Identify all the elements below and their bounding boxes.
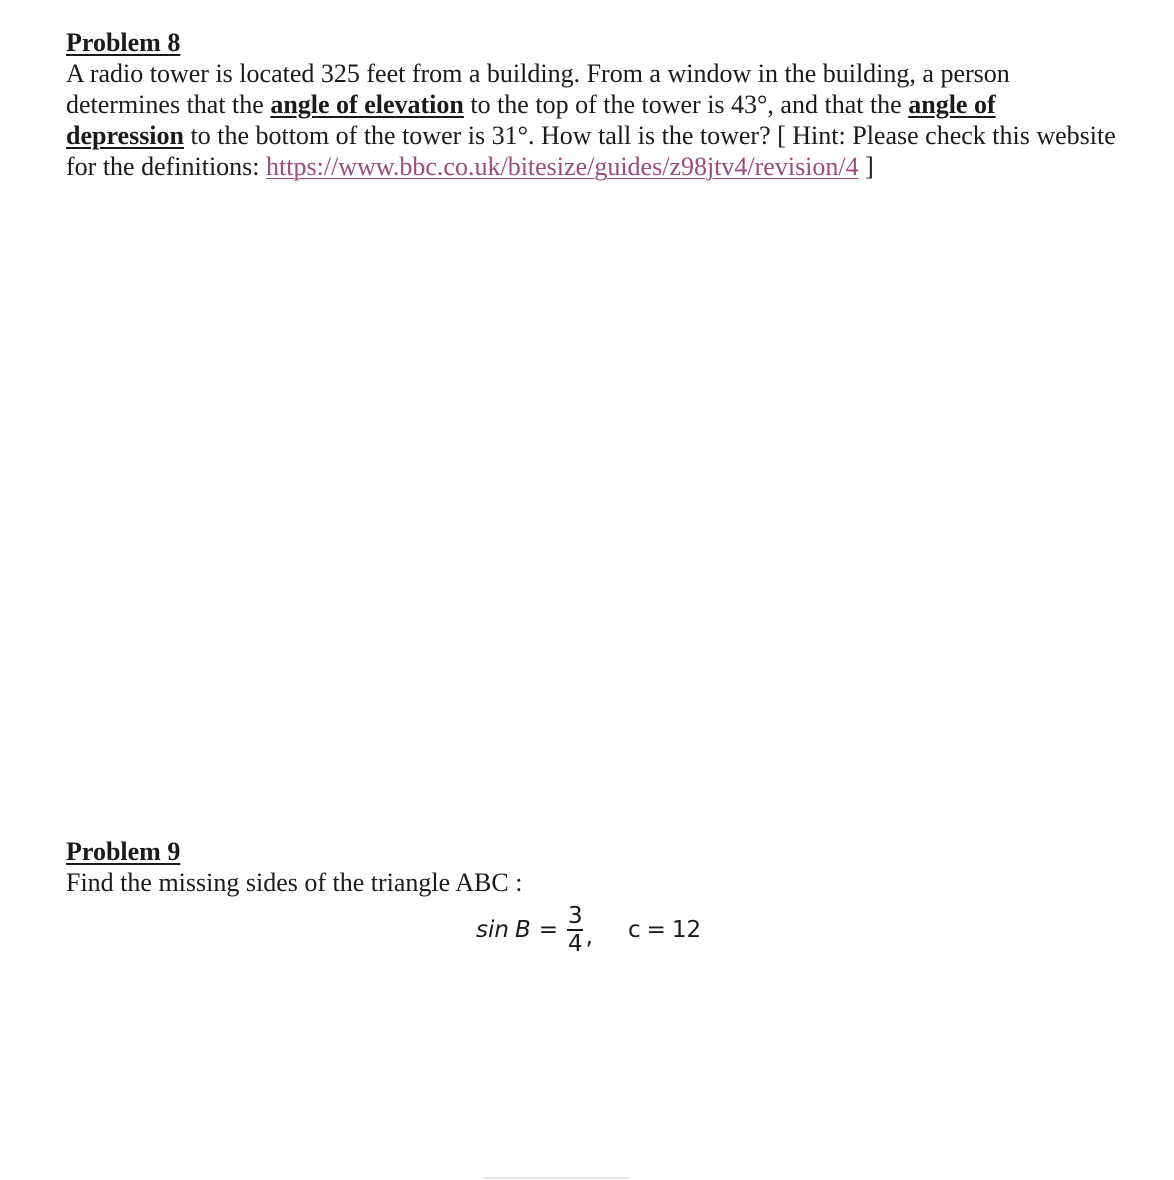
- problem-9-text: Find the missing sides of the triangle ABC :: [66, 868, 523, 897]
- hint-link[interactable]: https://www.bbc.co.uk/bitesize/guides/z98jtv4/revision/4: [266, 152, 859, 181]
- problem-9-section: [66, 836, 1116, 898]
- side-c-equals: =: [646, 917, 666, 943]
- sin-function: sin: [476, 917, 509, 943]
- side-c-equation: [628, 917, 701, 943]
- side-c-value: 12: [671, 917, 702, 943]
- problem-8-text-part-3: to the bottom of the tower is 31°. How tall is the tower? [ Hint: Please check this website for the definitions:: [66, 121, 1116, 181]
- problem-8-text: [66, 58, 1116, 182]
- angle-of-depression-term: angle of depression: [66, 90, 996, 150]
- problem-8-section: [66, 27, 1116, 182]
- angle-b-variable: B: [514, 917, 531, 943]
- problem-8-title: Problem 8: [66, 28, 181, 57]
- problem-8-text-end: ]: [858, 152, 874, 181]
- angle-of-elevation-term: angle of elevation: [270, 90, 464, 119]
- equation-separator: ,: [585, 924, 593, 950]
- given-equation: [476, 895, 701, 965]
- side-c-variable: c: [627, 917, 641, 943]
- fraction-numerator: 3: [568, 903, 583, 929]
- fraction-denominator: 4: [568, 931, 583, 957]
- fraction: [566, 904, 585, 956]
- equals-sign: =: [538, 917, 559, 943]
- problem-9-title: Problem 9: [66, 837, 181, 866]
- page-bottom-divider: [484, 1177, 630, 1179]
- problem-8-text-part-1: A radio tower is located 325 feet from a building. From a window in the building, a person determines that the: [66, 59, 1010, 119]
- problem-8-text-part-2: to the top of the tower is 43°, and that the: [463, 90, 909, 119]
